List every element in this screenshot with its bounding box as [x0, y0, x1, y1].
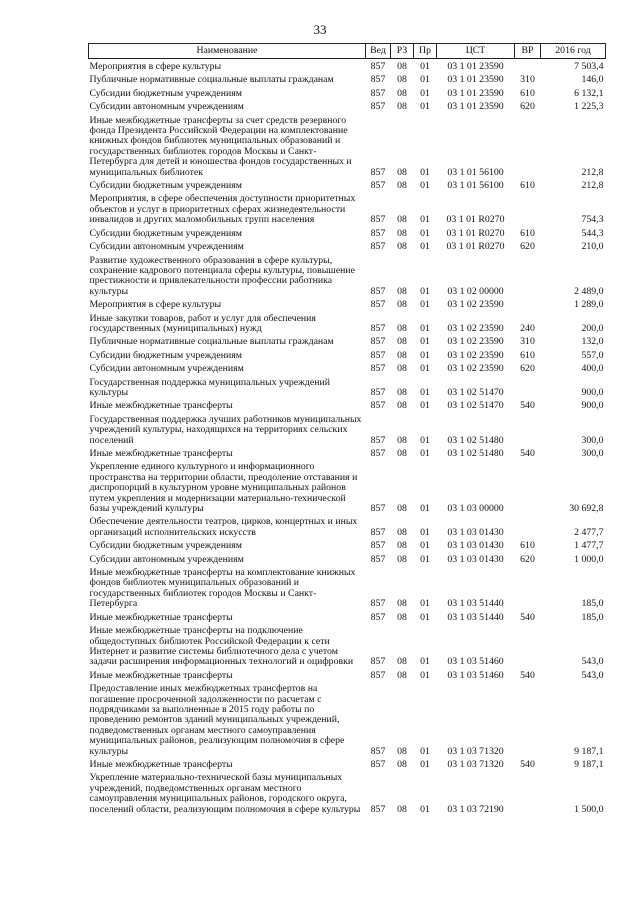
row-name: Мероприятия в сфере культуры — [89, 61, 222, 72]
row-ved: 857 — [370, 363, 386, 375]
table-row — [89, 253, 606, 298]
table-row — [89, 668, 606, 681]
row-rz: 08 — [397, 180, 407, 192]
row-ved: 857 — [370, 448, 386, 459]
row-rz: 08 — [397, 166, 407, 178]
row-vr: 610 — [520, 227, 535, 239]
row-cst: 03 1 02 51480 — [447, 448, 504, 459]
header-vr: ВР — [515, 44, 541, 59]
table-row — [89, 334, 606, 347]
row-cst: 03 1 02 23590 — [447, 363, 504, 375]
row-cst: 03 1 01 56100 — [447, 180, 504, 192]
row-amount: 2 477,7 — [574, 526, 604, 538]
row-vr — [515, 59, 541, 73]
row-name: Субсидии автономным учреждениям — [89, 241, 244, 253]
row-amount: 1 289,0 — [574, 299, 604, 311]
row-ved: 857 — [370, 74, 386, 86]
table-row — [89, 552, 606, 565]
row-name: Публичные нормативные социальные выплаты гражданам — [89, 336, 334, 348]
row-ved: 857 — [370, 180, 386, 192]
row-rz: 08 — [397, 669, 407, 681]
table-row — [89, 178, 606, 191]
row-ved: 857 — [370, 745, 386, 757]
table-row — [89, 610, 606, 623]
row-vr: 620 — [520, 101, 535, 113]
row-name: Иные межбюджетные трансферты — [89, 669, 233, 681]
table-row — [89, 86, 606, 99]
table-row — [89, 446, 606, 459]
row-name: Обеспечение деятельности театров, цирков, концертных и иных организаций исполнительских искусств — [89, 516, 358, 538]
table-row — [89, 514, 606, 538]
row-cst: 03 1 01 23590 — [447, 87, 504, 99]
row-pr: 01 — [420, 74, 430, 86]
row-name: Субсидии бюджетным учреждениям — [89, 180, 242, 192]
row-cst: 03 1 01 R0270 — [446, 227, 505, 239]
row-ved: 857 — [370, 87, 386, 99]
row-rz: 08 — [397, 745, 407, 757]
header-rz: РЗ — [391, 44, 414, 59]
row-vr — [515, 623, 541, 668]
row-pr: 01 — [420, 227, 430, 239]
row-ved: 857 — [370, 598, 386, 610]
row-cst: 03 1 02 00000 — [447, 285, 504, 297]
row-vr: 540 — [520, 400, 535, 412]
row-amount: 900,0 — [581, 400, 604, 412]
table-body — [89, 59, 606, 816]
table-row — [89, 770, 606, 815]
row-cst: 03 1 01 23590 — [447, 74, 504, 86]
row-pr: 01 — [420, 180, 430, 192]
row-amount: 400,0 — [581, 363, 604, 375]
row-ved: 857 — [370, 386, 386, 398]
row-pr: 01 — [420, 803, 430, 815]
row-ved: 857 — [370, 669, 386, 681]
table-row — [89, 113, 606, 178]
row-amount: 200,0 — [581, 322, 604, 334]
row-rz: 08 — [397, 214, 407, 226]
row-rz: 08 — [397, 758, 407, 770]
table-row — [89, 311, 606, 335]
row-vr: 540 — [520, 758, 535, 770]
row-name: Иные межбюджетные трансферты на комплектование книжных фондов библиотек муниципальных образований и государственных библиотек городов Москвы и Санкт-Петербурга — [89, 567, 356, 610]
row-cst: 03 1 02 23590 — [447, 322, 504, 334]
row-pr: 01 — [420, 400, 430, 412]
row-rz: 08 — [397, 386, 407, 398]
row-name: Предоставление иных межбюджетных трансфертов на погашение просроченной задолженности по расчетам с подрядчиками за выполненные в 2015 году работы по проведению ремонтов зданий муниципальных учреждений, подведомственных органам местного самоуправления муниципальных районов, реализующим полномочия в сфере культуры — [89, 683, 345, 757]
table-row — [89, 623, 606, 668]
row-amount: 9 187,1 — [574, 758, 604, 770]
table-row — [89, 226, 606, 239]
row-vr — [515, 375, 541, 399]
row-amount: 7 503,4 — [574, 61, 604, 72]
row-ved: 857 — [370, 285, 386, 297]
row-ved: 857 — [370, 611, 386, 623]
row-name: Укрепление материально-технической базы муниципальных учреждений, подведомственных органам местного самоуправления муниципальных районов, городского округа, поселений области, реализующим полномочия в сфере культуры — [89, 772, 361, 815]
row-rz: 08 — [397, 503, 407, 515]
row-pr: 01 — [420, 598, 430, 610]
row-name: Развитие художественного образования в сфере культуры, сохранение кадрового потенциала сферы культуры, повышение престижности и привлекательности профессии работника культуры — [89, 254, 356, 297]
row-cst: 03 1 03 00000 — [447, 503, 504, 515]
row-amount: 30 692,8 — [569, 503, 604, 515]
row-cst: 03 1 03 01430 — [447, 540, 504, 552]
budget-table — [88, 43, 606, 815]
row-rz: 08 — [397, 61, 407, 72]
row-vr: 610 — [520, 349, 535, 361]
row-cst: 03 1 03 71320 — [447, 758, 504, 770]
row-name: Субсидии бюджетным учреждениям — [89, 540, 242, 552]
row-ved: 857 — [370, 101, 386, 113]
row-name: Субсидии бюджетным учреждениям — [89, 227, 242, 239]
header-ved: Вед — [366, 44, 391, 59]
row-cst: 03 1 03 51460 — [447, 656, 504, 668]
row-amount: 544,3 — [581, 227, 604, 239]
row-ved: 857 — [370, 299, 386, 311]
row-vr — [515, 514, 541, 538]
row-rz: 08 — [397, 101, 407, 113]
row-vr: 610 — [520, 540, 535, 552]
row-amount: 543,0 — [581, 656, 604, 668]
row-pr: 01 — [420, 656, 430, 668]
row-vr: 540 — [520, 448, 535, 459]
table-row — [89, 538, 606, 551]
row-ved: 857 — [370, 349, 386, 361]
row-amount: 300,0 — [581, 434, 604, 446]
row-ved: 857 — [370, 503, 386, 515]
row-pr: 01 — [420, 299, 430, 311]
row-amount: 210,0 — [581, 241, 604, 253]
header-pr: Пр — [414, 44, 437, 59]
row-pr: 01 — [420, 241, 430, 253]
row-vr — [515, 681, 541, 757]
row-cst: 03 1 03 72190 — [447, 803, 504, 815]
row-vr — [515, 297, 541, 310]
row-rz: 08 — [397, 553, 407, 565]
row-cst: 03 1 01 23590 — [447, 61, 504, 72]
row-pr: 01 — [420, 745, 430, 757]
row-ved: 857 — [370, 214, 386, 226]
row-pr: 01 — [420, 214, 430, 226]
row-vr: 540 — [520, 669, 535, 681]
row-ved: 857 — [370, 166, 386, 178]
row-rz: 08 — [397, 526, 407, 538]
row-cst: 03 1 02 23590 — [447, 336, 504, 348]
row-amount: 754,3 — [581, 214, 604, 226]
row-name: Субсидии автономным учреждениям — [89, 363, 244, 375]
row-name: Публичные нормативные социальные выплаты гражданам — [89, 74, 334, 86]
row-pr: 01 — [420, 553, 430, 565]
row-vr: 610 — [520, 180, 535, 192]
row-rz: 08 — [397, 299, 407, 311]
header-year: 2016 год — [541, 44, 606, 59]
table-row — [89, 398, 606, 411]
row-rz: 08 — [397, 74, 407, 86]
row-amount: 1 500,0 — [574, 803, 604, 815]
row-vr — [515, 191, 541, 225]
row-ved: 857 — [370, 656, 386, 668]
row-vr: 310 — [520, 336, 535, 348]
header-cst: ЦСТ — [437, 44, 515, 59]
row-vr: 620 — [520, 363, 535, 375]
row-pr: 01 — [420, 285, 430, 297]
row-name: Иные закупки товаров, работ и услуг для обеспечения государственных (муниципальных) нужд — [89, 312, 316, 334]
row-rz: 08 — [397, 227, 407, 239]
table-row — [89, 412, 606, 446]
row-pr: 01 — [420, 386, 430, 398]
table-row — [89, 375, 606, 399]
row-cst: 03 1 02 23590 — [447, 299, 504, 311]
row-pr: 01 — [420, 363, 430, 375]
row-amount: 543,0 — [581, 669, 604, 681]
table-row — [89, 757, 606, 770]
table-row — [89, 459, 606, 514]
row-cst: 03 1 02 51470 — [447, 386, 504, 398]
row-ved: 857 — [370, 400, 386, 412]
row-ved: 857 — [370, 227, 386, 239]
row-vr: 310 — [520, 74, 535, 86]
row-amount: 6 132,1 — [574, 87, 604, 99]
table-row — [89, 361, 606, 374]
row-rz: 08 — [397, 322, 407, 334]
row-rz: 08 — [397, 598, 407, 610]
row-vr: 610 — [520, 87, 535, 99]
row-cst: 03 1 01 R0270 — [446, 241, 505, 253]
row-vr — [515, 565, 541, 610]
row-vr — [515, 253, 541, 298]
row-ved: 857 — [370, 241, 386, 253]
row-rz: 08 — [397, 611, 407, 623]
row-cst: 03 1 02 51470 — [447, 400, 504, 412]
table-row — [89, 191, 606, 225]
table-row — [89, 565, 606, 610]
row-ved: 857 — [370, 526, 386, 538]
row-rz: 08 — [397, 540, 407, 552]
row-amount: 146,0 — [581, 74, 604, 86]
row-cst: 03 1 03 01430 — [447, 553, 504, 565]
row-amount: 185,0 — [581, 611, 604, 623]
table-header-row — [89, 44, 606, 59]
row-rz: 08 — [397, 241, 407, 253]
row-pr: 01 — [420, 611, 430, 623]
row-amount: 185,0 — [581, 598, 604, 610]
row-name: Субсидии автономным учреждениям — [89, 101, 244, 113]
row-pr: 01 — [420, 336, 430, 348]
table-row — [89, 297, 606, 310]
row-ved: 857 — [370, 434, 386, 446]
row-name: Иные межбюджетные трансферты — [89, 400, 233, 412]
row-cst: 03 1 03 71320 — [447, 745, 504, 757]
table-row — [89, 348, 606, 361]
row-ved: 857 — [370, 336, 386, 348]
row-name: Иные межбюджетные трансферты на подключение общедоступных библиотек Российской Федерации к сети Интернет и развитие системы библиотечного дела с учетом задачи расширения информационных технологий и оцифровки — [89, 625, 354, 668]
row-name: Иные межбюджетные трансферты — [89, 448, 233, 459]
row-pr: 01 — [420, 526, 430, 538]
row-vr — [515, 770, 541, 815]
row-cst: 03 1 01 R0270 — [446, 214, 505, 226]
row-vr — [515, 412, 541, 446]
row-cst: 03 1 03 51460 — [447, 669, 504, 681]
row-amount: 132,0 — [581, 336, 604, 348]
table-row — [89, 681, 606, 757]
row-amount: 557,0 — [581, 349, 604, 361]
row-rz: 08 — [397, 803, 407, 815]
row-vr: 540 — [520, 611, 535, 623]
row-pr: 01 — [420, 87, 430, 99]
row-name: Государственная поддержка муниципальных учреждений культуры — [89, 376, 330, 398]
row-amount: 212,8 — [581, 166, 604, 178]
row-pr: 01 — [420, 101, 430, 113]
row-rz: 08 — [397, 336, 407, 348]
row-amount: 1 000,0 — [574, 553, 604, 565]
row-pr: 01 — [420, 61, 430, 72]
row-vr — [515, 459, 541, 514]
row-rz: 08 — [397, 349, 407, 361]
row-cst: 03 1 03 51440 — [447, 598, 504, 610]
row-pr: 01 — [420, 448, 430, 459]
row-pr: 01 — [420, 669, 430, 681]
row-amount: 1 225,3 — [574, 101, 604, 113]
row-rz: 08 — [397, 656, 407, 668]
row-pr: 01 — [420, 349, 430, 361]
row-ved: 857 — [370, 803, 386, 815]
row-name: Субсидии автономным учреждениям — [89, 553, 244, 565]
row-rz: 08 — [397, 87, 407, 99]
row-name: Иные межбюджетные трансферты — [89, 611, 233, 623]
row-name: Укрепление единого культурного и информационного пространства на территории области, преодоление отставания и диспропорций в культурном уровне муниципальных районов путем укрепления и модернизации материально-технической базы учреждений культуры — [89, 461, 358, 515]
table-row — [89, 239, 606, 252]
table-row — [89, 99, 606, 112]
row-cst: 03 1 03 51440 — [447, 611, 504, 623]
row-rz: 08 — [397, 434, 407, 446]
row-cst: 03 1 01 23590 — [447, 101, 504, 113]
row-cst: 03 1 02 23590 — [447, 349, 504, 361]
row-pr: 01 — [420, 322, 430, 334]
row-ved: 857 — [370, 322, 386, 334]
row-rz: 08 — [397, 448, 407, 459]
row-pr: 01 — [420, 758, 430, 770]
row-rz: 08 — [397, 363, 407, 375]
row-ved: 857 — [370, 540, 386, 552]
row-name: Мероприятия, в сфере обеспечения доступности приоритетных объектов и услуг в приоритетных сферах жизнедеятельности инвалидов и других маломобильных групп населения — [89, 193, 356, 226]
row-name: Иные межбюджетные трансферты — [89, 758, 233, 770]
row-cst: 03 1 01 56100 — [447, 166, 504, 178]
row-pr: 01 — [420, 434, 430, 446]
row-amount: 9 187,1 — [574, 745, 604, 757]
row-amount: 2 489,0 — [574, 285, 604, 297]
row-ved: 857 — [370, 61, 386, 72]
row-name: Субсидии бюджетным учреждениям — [89, 87, 242, 99]
row-ved: 857 — [370, 758, 386, 770]
row-ved: 857 — [370, 553, 386, 565]
page-number: 33 — [313, 22, 327, 37]
row-name: Государственная поддержка лучших работников муниципальных учреждений культуры, находящихся на территориях сельских поселений — [89, 413, 362, 446]
row-vr: 620 — [520, 553, 535, 565]
row-amount: 1 477,7 — [574, 540, 604, 552]
row-rz: 08 — [397, 400, 407, 412]
row-amount: 900,0 — [581, 386, 604, 398]
row-name: Мероприятия в сфере культуры — [89, 299, 222, 311]
table-row — [89, 59, 606, 73]
header-name: Наименование — [89, 44, 366, 59]
row-cst: 03 1 02 51480 — [447, 434, 504, 446]
row-vr: 620 — [520, 241, 535, 253]
row-amount: 300,0 — [581, 448, 604, 459]
row-amount: 212,8 — [581, 180, 604, 192]
table-row — [89, 72, 606, 85]
row-pr: 01 — [420, 166, 430, 178]
row-cst: 03 1 03 01430 — [447, 526, 504, 538]
row-name: Иные межбюджетные трансферты за счет средств резервного фонда Президента Российской Федерации на комплектование книжных фондов библиотек муниципальных образований и государственных библиотек городов Москвы и Санкт-Петербурга для детей и юношества фондов государственных и муниципальных библиотек — [89, 114, 352, 178]
row-pr: 01 — [420, 503, 430, 515]
row-rz: 08 — [397, 285, 407, 297]
row-vr: 240 — [520, 322, 535, 334]
row-pr: 01 — [420, 540, 430, 552]
row-name: Субсидии бюджетным учреждениям — [89, 349, 242, 361]
row-vr — [515, 113, 541, 178]
